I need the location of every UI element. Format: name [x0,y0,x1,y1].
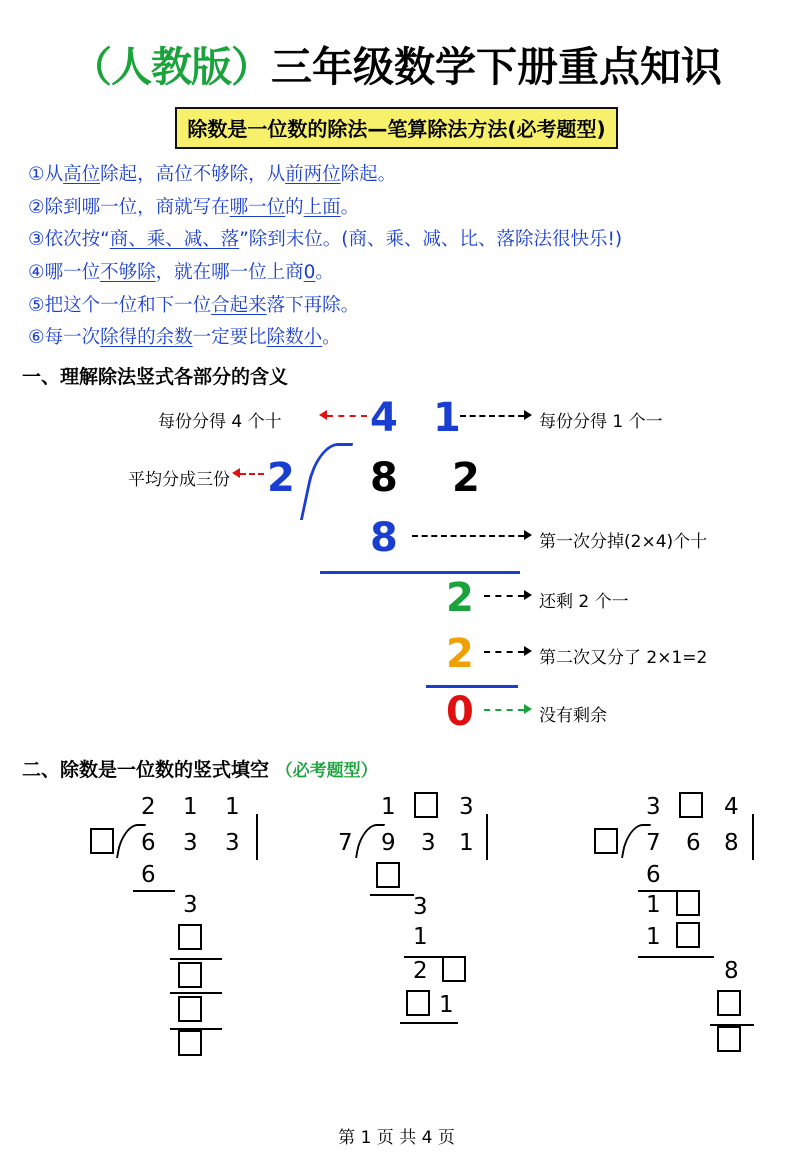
label-right-1: 每份分得 1 个一 [539,412,663,433]
step-digit: 6 [646,862,661,889]
remainder-digit: 2 [446,575,474,622]
step-digit: 6 [141,862,156,889]
arrowhead-right-5 [524,704,532,714]
worksheet-page [0,34,793,1156]
label-right-3: 还剩 2 个一 [539,592,629,613]
arrowhead-left-top [319,410,327,420]
answer-box[interactable] [676,922,700,948]
subtitle-container [22,107,771,149]
rule-text: 把这个一位和下一位 [44,294,212,316]
answer-box[interactable] [414,792,438,818]
exercise-row [22,790,771,1060]
problem-1 [70,790,290,1060]
subtitle-banner: 除数是一位数的除法—笔算除法方法(必考题型) [175,107,617,149]
answer-box[interactable] [90,828,114,854]
arrow-right-4 [484,651,524,653]
answer-box[interactable] [178,924,202,950]
quotient-digit: 3 [459,794,474,821]
rule-text: 。 [322,327,341,349]
rule-text: 落下再除。 [266,294,360,316]
rule-keyword: 0 [303,262,316,284]
step-line [370,894,414,896]
arrow-left-bottom [240,473,264,475]
step-digit: 3 [413,894,428,921]
rule-text: 依次按“ [44,229,110,251]
second-subtraction-digit: 2 [446,631,474,678]
first-subtraction-digit: 8 [370,515,398,562]
answer-box[interactable] [717,1026,741,1052]
rule-keyword: 上面 [303,196,341,218]
rule-text: 除起，高位不够除，从 [100,164,286,185]
quotient-digit: 1 [381,794,396,821]
dividend-digit: 3 [225,830,240,857]
rule-number: ⑤ [28,294,45,316]
rule-number: ⑥ [28,327,45,349]
list-item [28,261,771,285]
arrow-right-1 [460,415,524,417]
answer-box[interactable] [406,990,430,1016]
dividend-digit: 8 [724,830,739,857]
rules-list [22,163,771,350]
step-line [638,956,714,958]
rule-text: 的 [285,196,304,218]
rule-keyword: 除数小 [266,327,323,349]
dividend-digit: 7 [646,830,661,857]
problem-3 [584,790,793,1060]
label-right-4: 第二次又分了 2×1=2 [539,648,708,669]
list-item [28,163,771,187]
list-item [28,326,771,350]
answer-box[interactable] [178,996,202,1022]
section-1-heading: 一、理解除法竖式各部分的含义 [22,366,289,389]
dividend-digit: 9 [381,830,396,857]
answer-box[interactable] [376,862,400,888]
title-publisher: （人教版） [71,43,271,91]
step-line [170,958,222,960]
section-2-heading [22,755,771,782]
step-digit: 2 [413,958,428,985]
quotient-digit: 2 [141,794,156,821]
quotient-digit: 3 [646,794,661,821]
arrowhead-right-1 [524,410,532,420]
dividend-digit: 3 [183,830,198,857]
list-item [28,294,771,318]
step-digit: 8 [724,958,739,985]
list-item [28,228,771,252]
answer-box[interactable] [676,890,700,916]
answer-box[interactable] [178,962,202,988]
step-digit: 1 [646,892,661,919]
rule-keyword: 前两位 [285,164,341,185]
arrow-right-2 [412,535,524,537]
rule-keyword: 除得的余数 [100,327,193,349]
rule-text: ，就在哪一位上商 [155,262,304,284]
problem-2 [326,790,546,1060]
divisor-digit: 7 [338,830,353,857]
dividend-digit: 3 [421,830,436,857]
rule-number: ① [28,164,45,185]
vertical-rule [486,814,488,860]
rule-text: ”除到末位。(商、乘、减、比、落除法很快乐!) [239,229,623,251]
step-line [170,992,222,994]
page-footer: 第 1 页 共 4 页 [338,1128,455,1148]
dividend-digit: 6 [141,830,156,857]
rule-text: 哪一位 [44,262,101,284]
answer-box[interactable] [178,1030,202,1056]
label-right-5: 没有剩余 [539,706,607,727]
rule-number: ④ [28,262,45,284]
rule-keyword: 哪一位 [229,196,286,218]
arrowhead-right-4 [524,646,532,656]
arrow-left-top [327,415,367,417]
rule-text: 除起。 [340,164,397,185]
divisor-digit: 2 [267,455,295,502]
dividend-tens-digit: 8 [370,455,398,502]
section-2-title: 二、除数是一位数的竖式填空 [22,759,270,782]
vertical-rule [256,814,258,860]
step-digit: 1 [413,924,428,951]
rule-text: 。 [315,262,334,284]
arrow-right-3 [484,595,524,597]
answer-box[interactable] [442,956,466,982]
label-left-bottom: 平均分成三份 [128,470,230,491]
title-main: 三年级数学下册重点知识 [271,43,722,91]
quotient-digit: 1 [225,794,240,821]
quotient-ones-digit: 1 [433,395,461,442]
rule-line-1 [320,571,520,574]
rule-text: 每一次 [44,327,101,349]
step-digit: 1 [439,992,454,1019]
dividend-ones-digit: 2 [452,455,480,502]
arrowhead-right-2 [524,530,532,540]
list-item [28,196,771,220]
rule-text: 除到哪一位，商就写在 [44,196,230,218]
vertical-rule [752,814,754,860]
step-line [133,890,175,892]
arrowhead-left-bottom [232,468,240,478]
step-digit: 1 [646,924,661,951]
arrow-right-5 [484,709,524,711]
rule-line-2 [426,685,518,688]
rule-keyword: 合起来 [211,294,267,316]
step-line [400,1022,458,1024]
rule-keyword: 高位 [63,164,101,185]
rule-text: 。 [340,196,360,218]
label-left-top: 每份分得 4 个十 [158,412,282,433]
rule-text: 从 [44,164,64,185]
page-title [22,34,771,93]
answer-box[interactable] [717,990,741,1016]
section-2-note: （必考题型） [275,761,378,782]
final-remainder-digit: 0 [446,689,474,736]
dividend-digit: 1 [459,830,474,857]
quotient-digit: 4 [724,794,739,821]
division-bracket [300,443,353,520]
long-division-diagram [22,393,771,743]
rule-text: 一定要比 [192,327,267,349]
answer-box[interactable] [594,828,618,854]
dividend-digit: 6 [686,830,701,857]
quotient-digit: 1 [183,794,198,821]
rule-number: ② [28,196,45,218]
label-right-2: 第一次分掉(2×4)个十 [539,532,708,553]
rule-keyword: 不够除 [100,262,156,284]
step-digit: 3 [183,892,198,919]
rule-keyword: 商、乘、减、落 [109,229,240,251]
rule-number: ③ [28,229,45,251]
quotient-tens-digit: 4 [370,395,398,442]
answer-box[interactable] [679,792,703,818]
arrowhead-right-3 [524,590,532,600]
